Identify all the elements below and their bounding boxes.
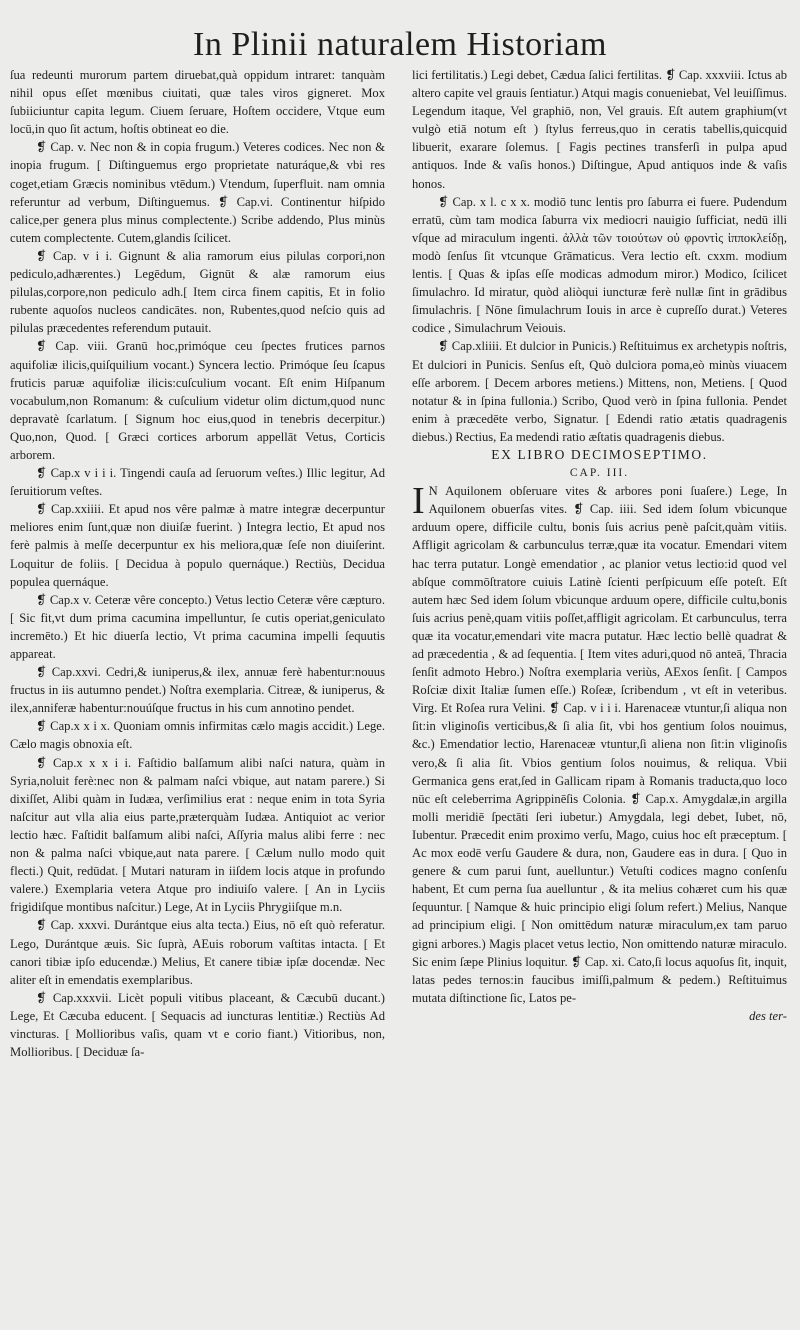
right-column [412,66,787,1025]
left-paragraph: ❡ Cap.xxvi. Cedri,& iuniperus,& ilex, annuæ ferè habentur:nouus fructus in iis autumno pendet.) Noſtra exemplaria. Citreæ, & iuniperus, & ilex,anniferæ habentur:nouúſque fructus in his cum annotino pendet. [10,665,385,716]
right-paragraph: lici fertilitatis.) Legi debet, Cædua ſalici fertilitas. ❡ Cap. xxxviii. Ictus ab altero capite vel grauis ſentiatur.) Atqui magis conueniebat, Vel leuiſſimus. Legendum itaque, Vel graphiō, non, Vel grauis. Eſt autem graphium(vt vulgò etiā notum eſt ) ſtylus ferreus,quo in ceratis tabellis,quicquid libuerit, exarare ſolemus. [ Fagis pectines transferſi in pulpa apud antiquos. Inde & vaſis honos.) Diſtingue, Apud antiquos inde & vaſis honos. [412,68,787,191]
left-paragraph: ❡ Cap. v i i. Gignunt & alia ramorum eius pilulas corpori,non pediculo,adhærentes.) Legēdum, Gignūt & alæ ramorum eius pilulas,corpore,non pediculo adh.[ Item circa finem capitis, Et in folio rubente aquoſos nucleos candicātes. non, Rubentes,quod neſcio quis ad pilulas præcedentes referendum putauit. [10,248,385,336]
left-paragraph: ❡ Cap. viii. Granū hoc,primóque ceu ſpectes frutices parnos aquifoliæ ilicis,quiſquilium vocant.) Syncera lectio. Primóque ſeu ſcapus fruticis paruæ aquifoliæ ilicis:cuſculium vocant. Eſt enim Hiſpanum vocabulum,non Romanum: & cuſculium videtur olim dictum,quod nunc depravatè ſcarlatum. [ Signum hoc eius,quod in tenebris decerpitur.) Quo,non, Quod. [ Græci cortices arborum appellāt Vetus, Corticis arborem. [10,339,385,462]
section-chapter: CAP. III. [569,467,630,480]
drop-capital: I [412,480,425,523]
running-head-title: In Plinii naturalem Historiam [193,26,607,63]
right-paragraph-text: N Aquilonem obſeruare vites & arbores poni ſuaſere.) Lege, In Aquilonem obuerſas vites. ❡ Cap. iiii. Sed idem ſolum vbicunque arduum opere, difficile cultu, bonis ſuis acrius penè paſcit,quàm vitiis. Affligit agricolam & carbunculus terræ,quæ ita vocatur. Emendari vitem hac terra putatur. Longè emendatior , ac planior vetus lectio:id quod vel abſque commōſtratore cuiuis Latinè ſcienti perſpicuum eſſe poteſt. Eſt autem hæc Sed idem ſolum vbicunque arduum opere, difficile cultu,bonis ſuis acrius penè,quam vitiis poſſet,affligit agricolam. Et carbunculus, terra quæ ita vocatur,emendari vite macra putatur. Hæc lectio bellè quadrat & ad præcedentia , & ad ſequentia. [ Item vites aduri,quod nō anteā, Thracia ſenſit admoto Hebro.) Noſtra exemplaria veriùs, AExos ſenſit. [ Campos Roſciæ dixit Italiæ ſumen eſſe.) Roſeæ, ſcribendum , vt eſt in veteribus. Virg. Et Roſea rura Velini. ❡ Cap. v i i i. Harenaceæ vtuntur,ſi aliqua non ſit:in vliginoſis verticibus,& ſi alia ſit, vbi hos gentium ſolos nouimus, &c.) Emendatior lectio, Harenaceæ vtuntur,ſi aliena non ſit:in vliginoſis vero,& ſi alia ſit. Vbios gentium ſolos nouimus, & reliqua. Vbii Germanica gens erat,ſed in Gallicam ripam à Romanis traducta,quo loco nūc eſt celeberrima Agrippinēſis Colonia. ❡ Cap.x. Amygdalæ,in argilla molli meridiē ſpectāti ſeri iubetur.) Amygdala, legi debet, Iubet, nō, Iubentur. Præcedit enim proximo verſu, Mago, cuius hoc eſt præceptum. [ Ac mox eodē verſu Gaudere & dura, non, Gaudere eas in dura. [ Quo in genere & cum parui ſunt, auelluntur.) Vetuſti codices magno conſenſu habent, Et cum perna ſua auelluntur , & ita melius cohæret cum his quæ ſequuntur. [ Namque & huic principio eligi ſolum refert.) Melius, Nanque ad principium eligi. [ Non omittēdum naturæ miraculum,ex tam paruo gigni arbores.) Magis placet vetus lectio, Non omittendo naturæ miraculo. Sic enim ſæpe Plinius loquitur. ❡ Cap. xi. Cato,ſi locus aquoſus ſit, inquit, latas pedes ternos:in faucibus imiſſi,palmum & pedem.) Reſtituimus mutata diſtinctione ſic, Latos pe- [412,484,787,1005]
left-paragraph: ❡ Cap.xxiiii. Et apud nos vêre palmæ à matre integræ decerpuntur meliores enim ſunt,quæ non diuiſæ fuerint. ) Integra lectio, Et apud nos ferè palmis à meſſe decerpuntur ex his meliora,quæ ſeſe non diuiſerint. Loquitur de foliis. [ Decidua à populo quernáque.) Rectiùs, Decidua populea quernáque. [10,502,385,589]
left-paragraph: ❡ Cap.x v. Ceteræ vêre concepto.) Vetus lectio Ceteræ vêre cæpturo. [ Sic fit,vt dum prima cacumina impelluntur, ſe cutis operiat,geniculato incremēto.) Et hic diuerſa lectio, Vt prima cacumina impelli ſequutis appareat. [10,592,385,661]
left-column [10,66,385,1061]
left-paragraph: ❡ Cap.x v i i i. Tingendi cauſa ad ſeruorum veſtes.) Illic legitur, Ad ſeruitiorum veſtes. [10,466,385,499]
left-paragraph: ❡ Cap.xxxvii. Licèt populi vitibus placeant, & Cæcubū ducant.) Lege, Et Cæcuba educent. [ Sequacis ad iuncturas lentitiæ.) Rectiùs Ad vincturas. [ Mollioribus vaſis, quam vt e corio fiant.) Vitioribus, non, Mollioribus. [ Deciduæ ſa- [10,990,385,1060]
left-paragraph: ❡ Cap. xxxvi. Durántque eius alta tecta.) Eius, nō eſt quò referatur. Lego, Durántque æuis. Sic ſuprà, AEuis roborum vaſtitas intacta. [ Et canori tibiæ ipſo educendæ.) Melius, Et canere tibiæ ipſæ docendæ. Nec aliter eſt in emendatis exemplaribus. [10,918,385,987]
right-paragraph [412,482,787,1007]
right-paragraph: ❡ Cap.xliiii. Et dulcior in Punicis.) Reſtituimus ex archetypis noſtris, Et dulciori in Punicis. Senſus eſt, Quò dulciora poma,eò minùs viuacem eſſe arborem. [ Decem arbores metiens.) Mittens, non, Metiens. [ Quod notatur & in ſpina fullonia.) Scribo, Quod verò in ſpina fullonia. Pendet enim à præcedēte verbo, Signatur. [ Edendi ratio ætatis quadragenis diebus.) Rectius, Ea medendi ratio æſtatis quadragenis diebus. [412,339,787,444]
left-paragraph: ❡ Cap.x x i x. Quoniam omnis infirmitas cælo magis accidit.) Lege. Cælo magis obnoxia eſt. [10,719,385,752]
left-paragraph: ſua redeunti murorum partem diruebat,quà oppidum intraret: tanquàm nihil opus eſſet mœnibus ciuitati, quæ tales viros gigneret. Mox ſubiiciuntur capita legum. Ciuem ſeruare, Hoſtem occidere, Vtque eum locū,in quo ſit actum, hoſtis obtineat eo die. [10,68,385,137]
section-heading: EX LIBRO DECIMOSEPTIMO. [491,446,708,462]
right-paragraph: ❡ Cap. x l. c x x. modiō tunc lentis pro ſaburra ei fuere. Pudendum erratū, cùm tam modica ſaburra vix mediocri nauigio ſufficiat, nedū illi vſque ad miraculum ingenti. ἀλλὰ τῶν τοιούτων οὐ φροντὶς ἱπποκλείδῃ, modò ſenſus ſit vtcunque Grāmaticus. Vera lectio eſt. cxxm. modium lentis. [ Quas & ipſas eſſe modicas admodum miror.) Modico, ſcilicet ſimulachro. Id miratur, quòd aliòqui iuncturæ ferè nullæ ſint in grādibus ſimulachris. [ Nōne ſimulachrum Iouis in arce è cupreſſo durat.) Veteres codice , Simulachrum Veiouis. [412,194,787,336]
catchword: des ter- [749,1008,787,1023]
left-paragraph: ❡ Cap.x x x i i. Faſtidio balſamum alibi naſci natura, quàm in Syria,noluit ferè:nec non & palmam naſci vbique, aut natam parere.) Si dixiſſet, Alibi quàm in Iudæa, verſimilius erat : neque enim in tota Syria naſcitur aut vlla alia eius parte,præterquàm Iudæa. Antiquiot ac verior lectio hæc. Faſtidit balſamum alibi naſci, Aſſyria malus alibi ferre : nec non & palma naſci vbique,aut nata parere. [ Cælum nullo modo quit flecti.) Quit, redūdat. [ Mutari naturam in iiſdem locis atque in profundo valere.) Exemplaria vetera Atque pro indiuiſo valere. [ An in Lyciis frigidiſque montibus naſcitur.) Lege, At in Lyciis Phrygiiſque m.n. [10,755,385,915]
left-paragraph: ❡ Cap. v. Nec non & in copia frugum.) Veteres codices. Nec non & inopia frugum. [ Diſtinguemus ergo proprietate naturáque,& vbi res coget,etiam Græcis nominibus vtēdum.) Vtendum, ſuperfluit. nam omnia referuntur ad verbum, Diſtinguemus. ❡ Cap.vi. Continentur hiſpido calice,per genera plus minus complectente.) Scribe addendo, Plus minùs cutem complectente. Cutem,glandis ſcilicet. [10,140,385,245]
